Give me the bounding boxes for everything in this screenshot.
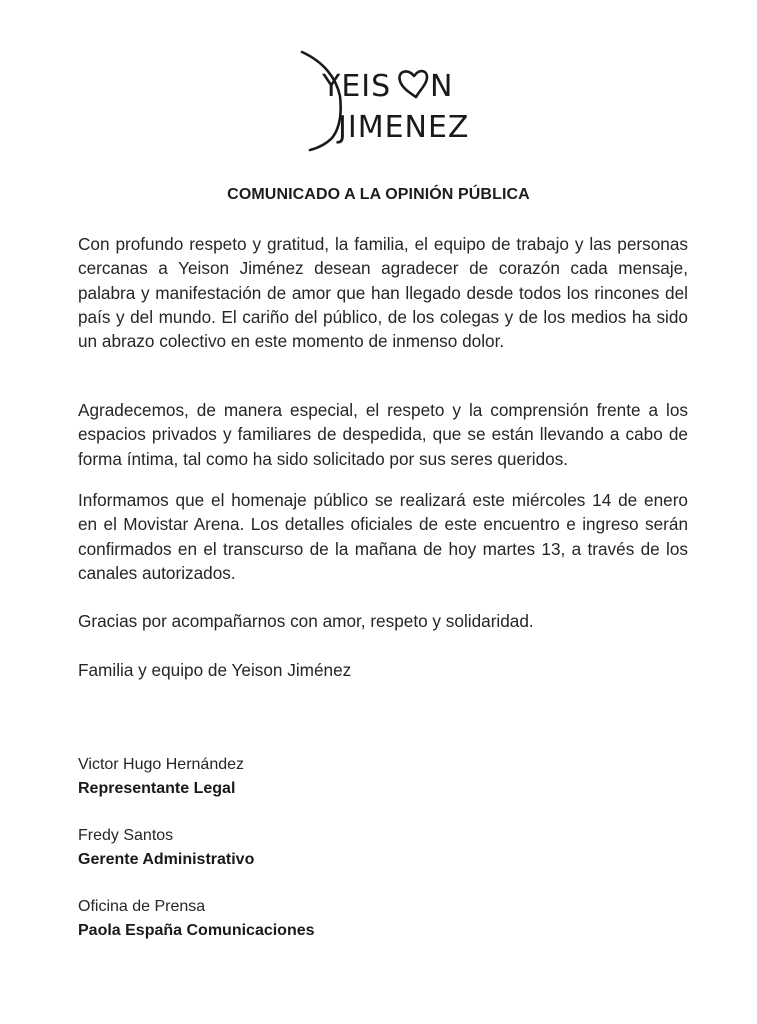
signatory-press-office	[78, 895, 315, 943]
signatory-name: Oficina de Prensa	[78, 898, 206, 915]
signatory-administrative-manager	[78, 824, 254, 872]
paragraph-tribute-details: Informamos que el homenaje público se realizará este miércoles 14 de enero en el Movistar Arena. Los detalles oficiales de este encuentro e ingreso serán confirmados en el transcurso de la mañana de hoy martes 13, a través de los canales autorizados.	[78, 490, 688, 583]
signatory-legal-representative	[78, 753, 244, 801]
paragraph-thanks: Gracias por acompañarnos con amor, respeto y solidaridad.	[78, 611, 534, 631]
logo-line2: JIMENEZ	[338, 110, 470, 145]
paragraph-signoff: Familia y equipo de Yeison Jiménez	[78, 660, 352, 680]
paragraph-privacy: Agradecemos, de manera especial, el respeto y la comprensión frente a los espacios privados y familiares de despedida, que se están llevando a cabo de forma íntima, tal como ha sido solicitado por sus seres queridos.	[78, 400, 688, 469]
signatory-role: Paola España Comunicaciones	[78, 922, 315, 939]
logo-line1-left: YEIS	[322, 69, 392, 104]
paragraph-gratitude: Con profundo respeto y gratitud, la familia, el equipo de trabajo y las personas cercanas a Yeison Jiménez desean agradecer de corazón cada mensaje, palabra y manifestación de amor que han llegado desde todos los rincones del país y del mundo. El cariño del público, de los colegas y de los medios ha sido un abrazo colectivo en este momento de inmenso dolor.	[78, 234, 688, 352]
logo-graphic	[296, 44, 496, 154]
document-title: COMUNICADO A LA OPINIÓN PÚBLICA	[227, 186, 530, 203]
yeison-jimenez-logo	[296, 44, 496, 154]
signatory-role: Representante Legal	[78, 780, 236, 797]
heart-icon	[399, 71, 427, 97]
signatory-name: Victor Hugo Hernández	[78, 756, 245, 773]
logo-line1-right: N	[430, 69, 454, 104]
signatory-name: Fredy Santos	[78, 827, 174, 844]
signatory-role: Gerente Administrativo	[78, 851, 255, 868]
